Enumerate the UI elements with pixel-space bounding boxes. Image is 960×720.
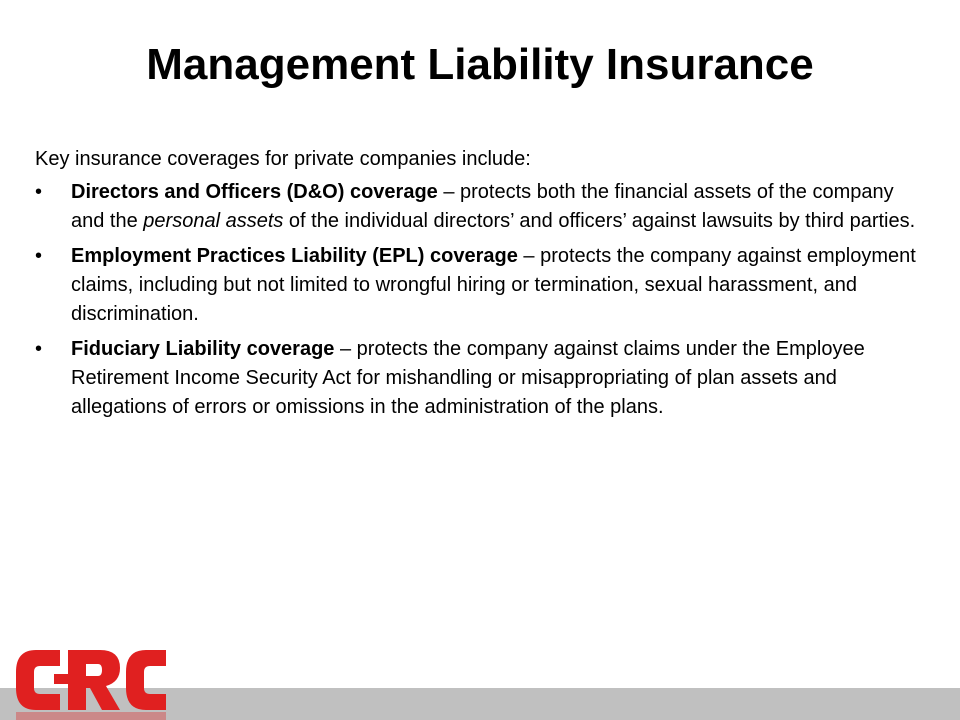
intro-text: Key insurance coverages for private companies include: [35, 148, 531, 170]
bullet-item-fiduciary [35, 335, 930, 422]
crc-logo [14, 648, 168, 720]
bullet-emphasis: personal assets [143, 210, 284, 232]
bullet-text: – protects the company against employment claims, including but not limited to wrongful hiring or termination, sexual harassment, and discrimination. [71, 245, 916, 325]
slide-body [35, 145, 930, 428]
bullet-item-do [35, 178, 930, 236]
logo-letter-c1 [16, 650, 60, 710]
bullet-marker: • [35, 181, 43, 203]
bullet-item-epl [35, 242, 930, 329]
coverage-list [35, 178, 930, 422]
bullet-text: – protects both the financial assets of the company and the [71, 181, 894, 232]
bullet-lead: Directors and Officers (D&O) coverage [71, 181, 438, 203]
logo-letter-c2 [126, 650, 166, 710]
bullet-marker: • [35, 245, 43, 267]
bullet-text: of the individual directors’ and officers’ against lawsuits by third parties. [283, 210, 916, 232]
slide-title: Management Liability Insurance [146, 40, 814, 89]
bullet-text: – protects the company against claims under the Employee Retirement Income Security Act for mishandling or misappropriating of plan assets and allegations of errors or omissions in the administration of the plans. [71, 338, 865, 418]
logo-reflection [16, 712, 166, 720]
bullet-marker: • [35, 338, 43, 360]
bullet-lead: Fiduciary Liability coverage [71, 338, 335, 360]
bullet-lead: Employment Practices Liability (EPL) coverage [71, 245, 518, 267]
logo-cross-bar [54, 674, 80, 684]
